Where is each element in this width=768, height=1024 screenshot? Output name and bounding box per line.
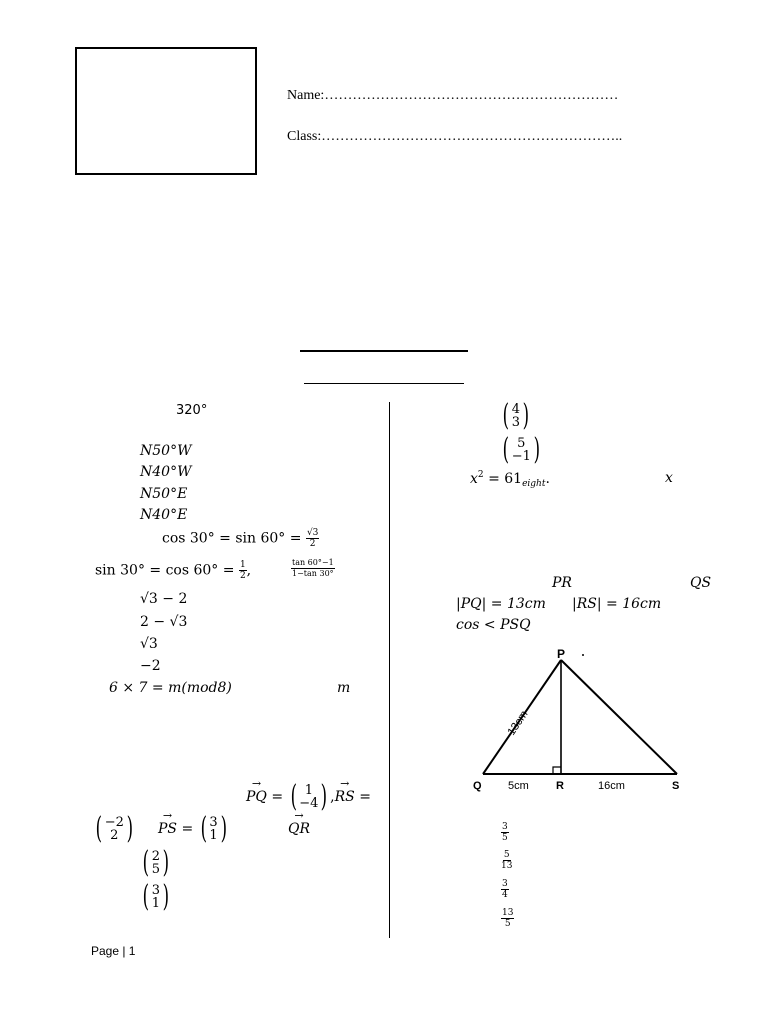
q2-option-b[interactable]: 2 − √3 [140, 614, 188, 630]
q6-pr-label: PR [552, 575, 572, 591]
q2-cos-statement: cos 30° = sin 60° = $\frac{√3}{2}$ [162, 528, 319, 549]
qr-side-label: 5cm [508, 780, 529, 792]
q6-qs-label: QS [690, 575, 712, 591]
name-field[interactable]: Name:……………………………………………………… [287, 88, 619, 103]
q6-option-b[interactable]: $\frac{5}{13}$ [501, 850, 513, 871]
q1-option-c[interactable]: N50°E [140, 486, 188, 502]
q2-option-c[interactable]: √3 [140, 636, 158, 652]
diagram-dot [582, 654, 584, 656]
q6-option-d[interactable]: $\frac{13}{5}$ [502, 908, 514, 929]
pq-vector-label: → PQ [246, 789, 267, 805]
q2-sin-statement: sin 30° = cos 60° = $\frac{1}{2}$ , [95, 560, 252, 581]
q4-option-b[interactable]: ( 3 1 ) [142, 879, 170, 914]
rs-vector-label: → RS [335, 789, 355, 805]
q2-option-a[interactable]: √3 − 2 [140, 591, 188, 607]
q5-variable: x [665, 470, 673, 486]
tan-fraction: $\frac{\tan 60^\circ-1}{1-\tan 30^\circ}$ [292, 558, 334, 578]
q6-cos-psq: cos < PSQ [456, 617, 531, 633]
q4-given-vectors: → PQ = ( 1 −4 ) ,→ RS = [246, 782, 371, 812]
q4-option-a[interactable]: ( 2 5 ) [142, 845, 170, 880]
q6-option-c[interactable]: $\frac{3}{4}$ [502, 879, 508, 900]
q6-pq-length: |PQ| = 13cm [456, 596, 546, 612]
logo-box [75, 47, 257, 175]
vector-option-b[interactable]: ( 5 −1 ) [502, 432, 540, 467]
rs-column-vector: ( −2 2 ) [95, 811, 133, 846]
q1-bearing: 320° [176, 403, 208, 418]
pq-side-label: 13cm [505, 708, 531, 738]
ps-vector-expression: → PS = ( 3 1 ) [158, 814, 229, 844]
class-field[interactable]: Class:……………………………………………………….. [287, 129, 623, 144]
q5-equation: $x^2 = 61_{eight}$. [470, 470, 550, 489]
vertex-q-label: Q [473, 780, 482, 792]
q1-option-a[interactable]: N50°W [140, 443, 192, 459]
qr-vector-label: → QR [288, 821, 310, 837]
vertex-r-label: R [556, 780, 564, 792]
cos-fraction: $\frac{√3}{2}$ [306, 528, 319, 549]
vector-option-a[interactable]: ( 4 3 ) [502, 398, 530, 433]
rs-side-label: 16cm [598, 780, 625, 792]
triangle-diagram [457, 636, 700, 818]
vertex-p-label: P [557, 647, 566, 661]
q2-tan-expression [291, 558, 335, 579]
vertex-s-label: S [672, 780, 680, 792]
q1-option-d[interactable]: N40°E [140, 507, 188, 523]
page-number: Page | 1 [91, 944, 136, 958]
sin-fraction: $\frac{1}{2}$ [239, 560, 246, 581]
diagram-background [457, 636, 700, 818]
q1-option-b[interactable]: N40°W [140, 464, 192, 480]
q3-equation: 6 × 7 = m(mod8) [109, 680, 232, 696]
ps-column-vector: ( 3 1 ) [200, 811, 227, 846]
column-divider [389, 402, 390, 938]
pq-column-vector: ( 1 −4 ) [290, 779, 328, 814]
title-rule-top [300, 350, 468, 352]
title-rule-bottom [304, 383, 464, 384]
q6-option-a[interactable]: $\frac{3}{5}$ [502, 822, 508, 843]
ps-vector-label: → PS [158, 821, 177, 837]
q3-variable: m [337, 680, 351, 696]
q2-option-d[interactable]: −2 [140, 658, 161, 674]
q6-rs-length: |RS| = 16cm [572, 596, 662, 612]
